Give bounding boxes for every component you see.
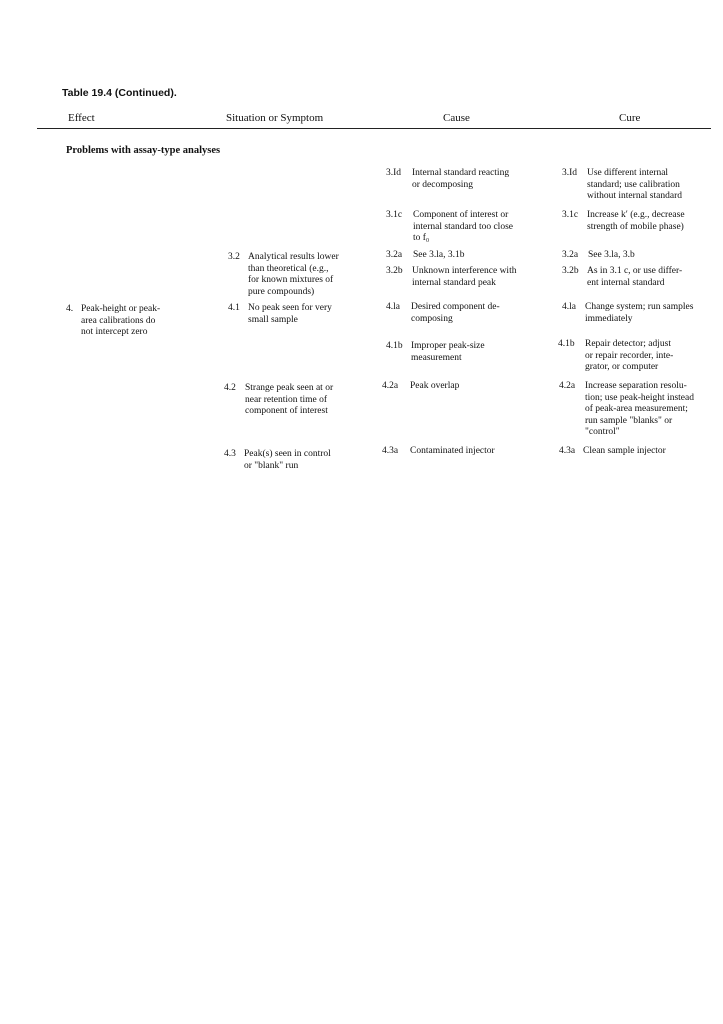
cause-4-2a: [382, 381, 532, 393]
cause-4-3a: [382, 446, 532, 458]
situation-4-3-number: 4.3: [224, 449, 236, 459]
cause-3-1c-line: to f₀: [413, 233, 430, 244]
situation-4-2-line: near retention time of: [245, 394, 328, 405]
situation-4-3-line: or "blank" run: [244, 460, 299, 471]
cure-4-3a-number: 4.3a: [559, 446, 576, 456]
cause-3-1c-number: 3.1c: [386, 210, 403, 220]
cause-3-2b-line: internal standard peak: [412, 277, 496, 288]
cause-3-2a: [386, 250, 536, 262]
cause-4-1b-line: Improper peak-size: [411, 341, 485, 351]
cure-4-1b-number: 4.1b: [558, 339, 575, 349]
situation-4-1-number: 4.1: [228, 303, 240, 313]
cure-4-2a: [559, 381, 719, 439]
cure-3-2a-number: 3.2a: [562, 250, 579, 260]
header-effect: Effect: [68, 112, 95, 124]
situation-4-1: [228, 303, 378, 326]
cure-3-1d: [562, 168, 712, 203]
cure-4-1a: [562, 302, 722, 325]
cure-3-1c-line: Increase k′ (e.g., decrease: [587, 210, 685, 220]
cause-4-1b-line: measurement: [411, 352, 462, 363]
cure-4-1b: [558, 339, 718, 374]
cure-4-1a-line: immediately: [585, 313, 633, 324]
situation-3-2-line: pure compounds): [248, 286, 315, 297]
cause-3-2b-number: 3.2b: [386, 266, 403, 276]
cure-3-2b-line: As in 3.1 c, or use differ-: [587, 266, 683, 276]
section-title: Problems with assay-type analyses: [66, 145, 221, 156]
cause-4-1a-line: Desired component de-: [411, 302, 500, 312]
situation-3-2-line: than theoretical (e.g.,: [248, 263, 329, 274]
cause-4-1a: [386, 302, 536, 325]
cure-3-1d-line: Use different internal: [587, 168, 669, 178]
situation-4-2-number: 4.2: [224, 383, 236, 393]
cause-4-1a-line: composing: [411, 313, 453, 324]
cure-4-3a: [559, 446, 719, 458]
effect-4-line: not intercept zero: [81, 327, 148, 338]
cure-4-1b-line: or repair recorder, inte-: [585, 350, 674, 361]
situation-4-2: [224, 383, 374, 418]
situation-3-2: [228, 252, 378, 298]
cure-3-2b-line: ent internal standard: [587, 277, 665, 288]
cure-3-2a-line: See 3.la, 3.b: [588, 250, 635, 260]
cause-4-2a-line: Peak overlap: [410, 381, 460, 391]
cure-4-3a-line: Clean sample injector: [583, 446, 666, 456]
cure-3-1c: [562, 210, 712, 233]
effect-4-number: 4.: [66, 304, 74, 314]
cure-4-1b-line: Repair detector; adjust: [585, 339, 671, 349]
effect-4-line: Peak-height or peak-: [81, 304, 161, 314]
cause-3-2b: [386, 266, 536, 289]
cause-3-1c-line: Component of interest or: [413, 210, 509, 220]
cure-3-1d-line: standard; use calibration: [587, 179, 680, 190]
effect-4-line: area calibrations do: [81, 315, 156, 326]
cure-4-1a-number: 4.la: [562, 302, 576, 312]
cause-3-2a-number: 3.2a: [386, 250, 403, 260]
cure-3-2b: [562, 266, 712, 289]
header-cure: Cure: [619, 112, 641, 124]
cure-3-2a: [562, 250, 712, 262]
situation-4-1-line: small sample: [248, 314, 298, 325]
cause-3-1d-number: 3.Id: [386, 168, 402, 178]
header-rule: [37, 128, 711, 129]
cure-4-1a-line: Change system; run samples: [585, 302, 694, 312]
effect-4: [66, 304, 216, 339]
cause-3-2a-line: See 3.la, 3.1b: [413, 250, 465, 260]
cure-4-2a-line: "control": [585, 427, 620, 438]
situation-4-3: [224, 449, 374, 472]
cure-3-1c-line: strength of mobile phase): [587, 221, 684, 232]
cure-3-2b-number: 3.2b: [562, 266, 579, 276]
situation-4-2-line: component of interest: [245, 406, 328, 417]
situation-3-2-line: Analytical results lower: [248, 252, 339, 262]
cause-3-2b-line: Unknown interference with: [412, 266, 517, 276]
situation-4-1-line: No peak seen for very: [248, 303, 332, 313]
cure-3-1c-number: 3.1c: [562, 210, 579, 220]
situation-4-2-line: Strange peak seen at or: [245, 383, 334, 393]
cause-4-1b: [386, 341, 536, 364]
cause-3-1d-line: or decomposing: [412, 179, 473, 190]
cure-4-1b-line: grator, or computer: [585, 362, 659, 373]
cause-3-1c-line: internal standard too close: [413, 221, 513, 232]
cause-3-1d: [386, 168, 536, 191]
header-situation: Situation or Symptom: [226, 112, 324, 124]
situation-3-2-number: 3.2: [228, 252, 240, 262]
situation-3-2-line: for known mixtures of: [248, 275, 334, 286]
cause-4-1b-number: 4.1b: [386, 341, 403, 351]
header-cause: Cause: [443, 112, 470, 124]
cause-4-1a-number: 4.la: [386, 302, 400, 312]
cause-4-2a-number: 4.2a: [382, 381, 399, 391]
cure-4-2a-line: Increase separation resolu-: [585, 381, 687, 391]
cure-3-1d-line: without internal standard: [587, 191, 682, 202]
cause-4-3a-line: Contaminated injector: [410, 446, 495, 456]
cure-4-2a-line: tion; use peak-height instead: [585, 392, 694, 403]
cause-3-1c: [386, 210, 536, 245]
cure-4-2a-number: 4.2a: [559, 381, 576, 391]
cause-4-3a-number: 4.3a: [382, 446, 399, 456]
situation-4-3-line: Peak(s) seen in control: [244, 449, 331, 459]
cure-4-2a-line: run sample "blanks" or: [585, 415, 673, 426]
cure-3-1d-number: 3.Id: [562, 168, 578, 178]
cure-4-2a-line: of peak-area measurement;: [585, 404, 688, 415]
cause-3-1d-line: Internal standard reacting: [412, 168, 510, 178]
table-caption: Table 19.4 (Continued).: [62, 87, 177, 99]
